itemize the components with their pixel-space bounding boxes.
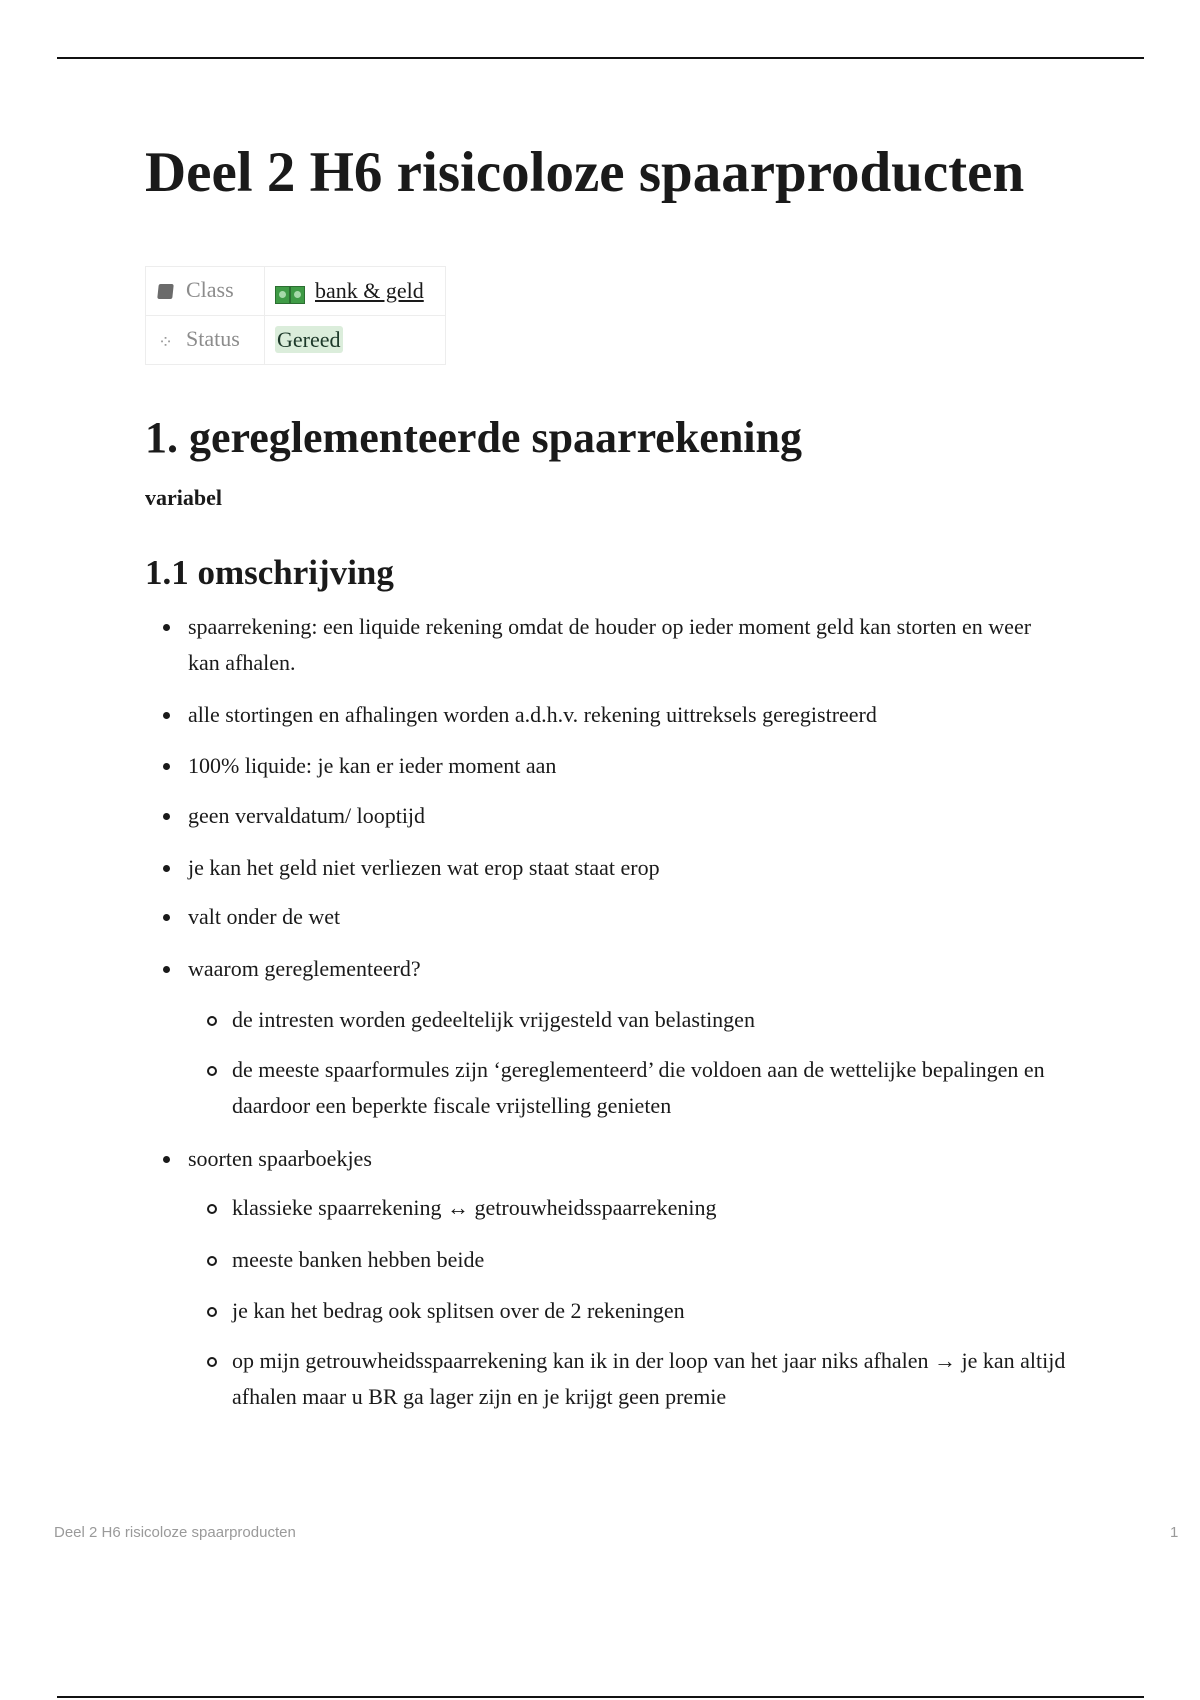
sub-list-item: klassieke spaarrekening ↔ getrouwheidsspaarrekening: [232, 1190, 1072, 1226]
footer-title: Deel 2 H6 risicoloze spaarproducten: [54, 1524, 296, 1541]
bullet-icon: [163, 865, 170, 872]
bullet-icon: [163, 712, 170, 719]
list-item: valt onder de wet: [188, 899, 1068, 935]
bullet-icon: [163, 813, 170, 820]
top-rule: [57, 57, 1144, 59]
list-item: geen vervaldatum/ looptijd: [188, 798, 1068, 834]
bullet-icon: [163, 624, 170, 631]
circle-bullet-icon: [207, 1066, 217, 1076]
class-link[interactable]: bank & geld: [315, 278, 424, 303]
subsection-heading: 1.1 omschrijving: [145, 553, 394, 592]
status-badge[interactable]: Gereed: [277, 327, 341, 352]
list-item: je kan het geld niet verliezen wat erop staat staat erop: [188, 850, 1068, 886]
bottom-rule: [57, 1696, 1144, 1698]
sub-list-item: je kan het bedrag ook splitsen over de 2 rekeningen: [232, 1293, 1072, 1329]
sub-list-item: de intresten worden gedeeltelijk vrijgesteld van belastingen: [232, 1002, 1072, 1038]
property-row-status: [146, 316, 446, 365]
bullet-icon: [163, 1156, 170, 1163]
list-item: spaarrekening: een liquide rekening omdat de houder op ieder moment geld kan storten en weer kan afhalen.: [188, 609, 1068, 681]
sub-list-item: meeste banken hebben beide: [232, 1242, 1072, 1278]
bullet-icon: [163, 966, 170, 973]
sub-list-item: de meeste spaarformules zijn ‘gereglementeerd’ die voldoen aan de wettelijke bepalingen en daardoor een beperkte fiscale vrijstelling genieten: [232, 1052, 1072, 1124]
sub-list-item: op mijn getrouwheidsspaarrekening kan ik in der loop van het jaar niks afhalen → je kan altijd afhalen maar u BR ga lager zijn en je krijgt geen premie: [232, 1343, 1072, 1415]
tag-icon: [158, 279, 176, 305]
circle-bullet-icon: [207, 1357, 217, 1367]
property-value-status: [265, 316, 446, 365]
section-subtitle: variabel: [145, 485, 222, 510]
page-title: Deel 2 H6 risicoloze spaarproducten: [145, 141, 1025, 204]
property-row-class: [146, 267, 446, 316]
money-icon: [275, 284, 305, 302]
property-value-class: [265, 267, 446, 316]
loading-icon: ⁘: [158, 331, 174, 352]
list-item: alle stortingen en afhalingen worden a.d.h.v. rekening uittreksels geregistreerd: [188, 697, 1068, 733]
bullet-icon: [163, 914, 170, 921]
section-heading: 1. gereglementeerde spaarrekening: [145, 413, 802, 462]
list-item: waarom gereglementeerd?: [188, 951, 1068, 987]
circle-bullet-icon: [207, 1016, 217, 1026]
circle-bullet-icon: [207, 1256, 217, 1266]
bullet-icon: [163, 763, 170, 770]
property-key-status: ⁘ Status: [146, 316, 265, 365]
property-key-class: Class: [146, 267, 265, 316]
properties-table: [145, 266, 446, 365]
footer-page-number: 1: [1170, 1524, 1179, 1541]
circle-bullet-icon: [207, 1204, 217, 1214]
list-item: soorten spaarboekjes: [188, 1141, 1068, 1177]
list-item: 100% liquide: je kan er ieder moment aan: [188, 748, 1068, 784]
circle-bullet-icon: [207, 1307, 217, 1317]
